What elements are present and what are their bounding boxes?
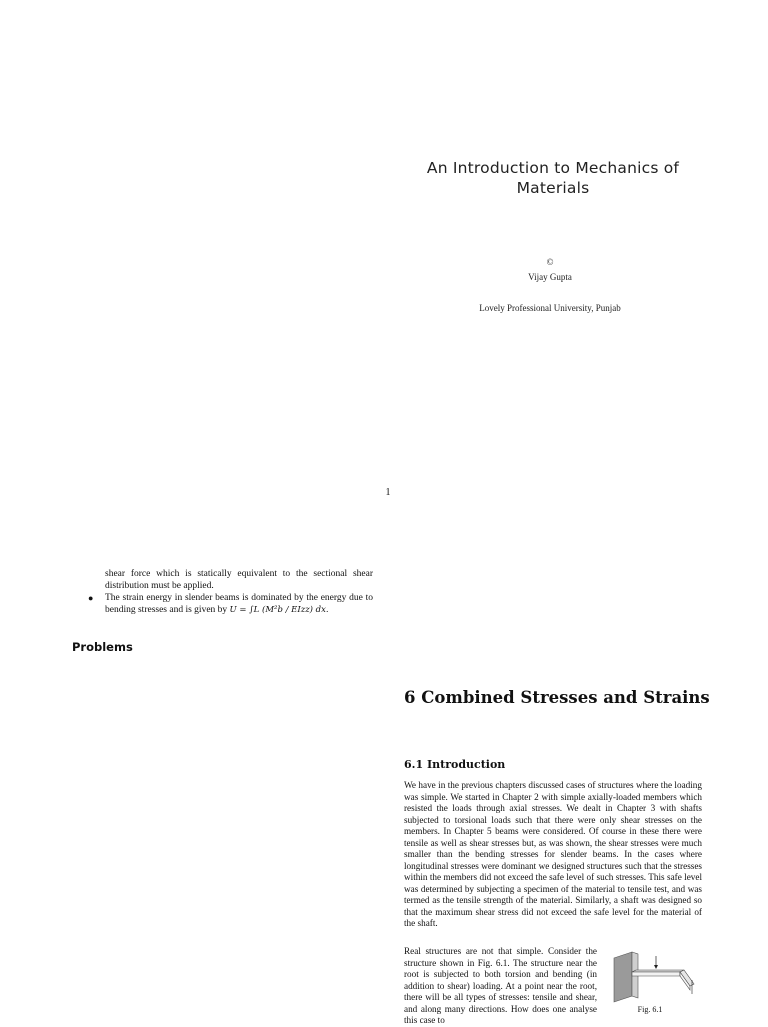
continued-bullet-text: shear force which is statically equivalent to the sectional shear distribution must be applied. [105,569,373,591]
copyright-symbol: © [546,257,554,267]
intro-paragraph: We have in the previous chapters discussed cases of structures where the loading was simple. We started in Chapter 2 with simple axially-loaded members which resisted the loads through axial stresses. We dealt in Chapter 3 with shafts subjected to torsional loads such that there were only shear stresses on the members. In Chapter 5 beams were considered. Of course in these there were tensile as well as shear stresses but, as was shown, the shear stresses were much smaller than the bending stresses for slender beams. In the cases where longitudinal stresses were dominant we designed structures such that the stresses within the members did not exceed the safe level of such stresses. This safe level was determined by subjecting a specimen of the material to tensile test, and was termed as the tensile strength of the material. Similarly, a shaft was designed so that the maximum shear stress did not exceed the safe level for the material of the shaft. [404,780,702,928]
structure-paragraph: Real structures are not that simple. Consider the structure shown in Fig. 6.1. The structure near the root is subjected to both torsion and bending (in addition to shear) loading. At a point near the root, there will be all types of stresses: tensile and shear, and along many directions. How does one analyse this case to [404,946,597,1025]
bullet-text: The strain energy in slender beams is dominated by the energy due to bending stresses and is given by [105,593,373,615]
section-title: 6.1 Introduction [404,758,506,771]
author-affiliation: Lovely Professional University, Punjab [479,303,621,313]
summary-bullet-list [88,592,373,616]
problems-heading: Problems [72,640,133,654]
figure-caption: Fig. 6.1 [637,1005,663,1014]
summary-bullet-item [88,592,373,616]
bullet-dot-icon: ● [88,593,94,603]
strain-energy-equation: U = ∫L (M²b / EIzz) dx. [229,605,329,615]
page-number: 1 [385,487,391,498]
chapter-title: 6 Combined Stresses and Strains [404,688,710,707]
book-title: An Introduction to Mechanics of Materials [426,159,680,198]
cantilever-structure-drawing [608,950,698,1006]
author-name: Vijay Gupta [528,272,572,282]
